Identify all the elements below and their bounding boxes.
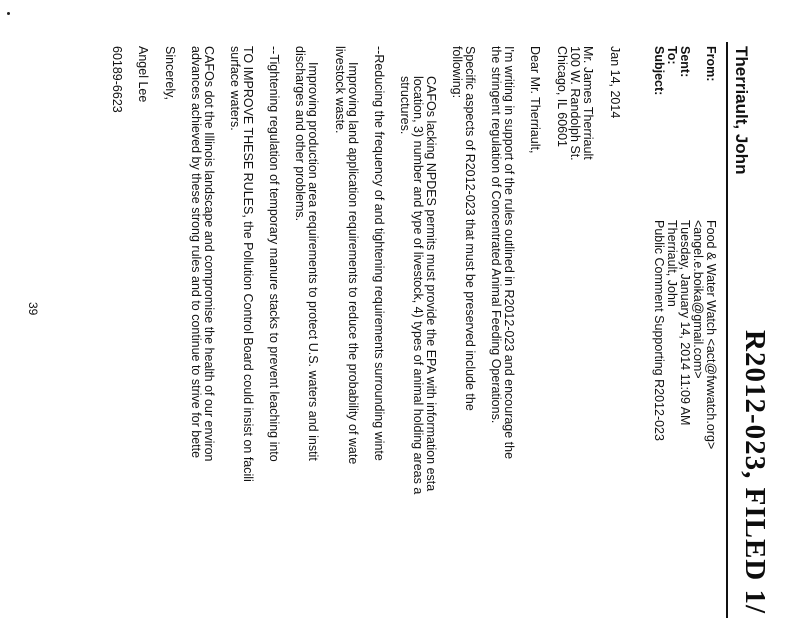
to-label: To:	[665, 46, 679, 65]
intro-line-1: I'm writing in support of the rules outlined in R2012-023 and encourage the	[502, 46, 516, 460]
item3-line-2: livestock waste.	[333, 46, 347, 134]
closing-line-1: CAFOs dot the Illinois landscape and compromise the health of our environ	[202, 46, 216, 462]
item4-line-1: Improving production area requirements to protect U.S. waters and instit	[306, 62, 320, 461]
item1-line-2: location, 3) number and type of livestock, 4) types of animal holding areas a	[411, 76, 425, 495]
sender-name-heading: Therriault, John	[732, 46, 751, 175]
letter-date: Jan 14, 2014	[608, 46, 622, 119]
sent-value: Tuesday, January 14, 2014 11:09 AM	[678, 220, 692, 426]
address-line-1: Mr. James Therriault	[581, 46, 595, 160]
from-label: From:	[704, 46, 718, 82]
aspects-line-2: following:	[450, 46, 464, 99]
salutation: Dear Mr. Therriault,	[528, 46, 542, 154]
item2-line: --Reducing the frequency of and tightening requirements surrounding winte	[372, 46, 386, 461]
page-number: 39	[26, 302, 40, 316]
aspects-line-1: Specific aspects of R2012-023 that must be preserved include the	[463, 46, 477, 411]
item1-line-1: CAFOs lacking NPDES permits must provide the EPA with information esta	[424, 76, 438, 492]
subject-value: Public Comment Supporting R2012-023	[652, 220, 666, 441]
item3-line-1: Improving land application requirements to reduce the probability of wate	[346, 62, 360, 465]
zip-code: 60189-6623	[110, 46, 124, 113]
scan-speck	[7, 12, 10, 15]
header-divider	[726, 42, 728, 618]
signoff: Sincerely,	[163, 46, 177, 100]
from-value-line-1: Food & Water Watch <act@fwwatch.org>	[704, 220, 718, 450]
intro-line-2: the stringent regulation of Concentrated Animal Feeding Operations.	[489, 46, 503, 424]
signature-name: Angel Lee	[136, 46, 150, 103]
improve-line-2: surface waters.	[228, 46, 242, 131]
address-line-2: 100 W. Randolph St.	[568, 46, 582, 161]
item1-line-3: structures.	[398, 76, 412, 135]
filing-stamp: R2012-023, FILED 1/	[739, 330, 771, 615]
item5-line: --Tightening regulation of temporary manure stacks to prevent leaching into	[267, 46, 281, 462]
closing-line-2: advances achieved by these strong rules and to continue to strive for bette	[189, 46, 203, 459]
to-value: Therriault, John	[665, 220, 679, 307]
from-value-line-2: <angel.e.boika@gmail.com>	[691, 220, 705, 379]
item4-line-2: discharges and other problems.	[293, 46, 307, 222]
address-line-3: Chicago, IL 60601	[555, 46, 569, 148]
sent-label: Sent:	[678, 46, 692, 78]
improve-line-1: TO IMPROVE THESE RULES, the Pollution Control Board could insist on facili	[241, 46, 255, 482]
subject-label: Subject:	[652, 46, 666, 96]
